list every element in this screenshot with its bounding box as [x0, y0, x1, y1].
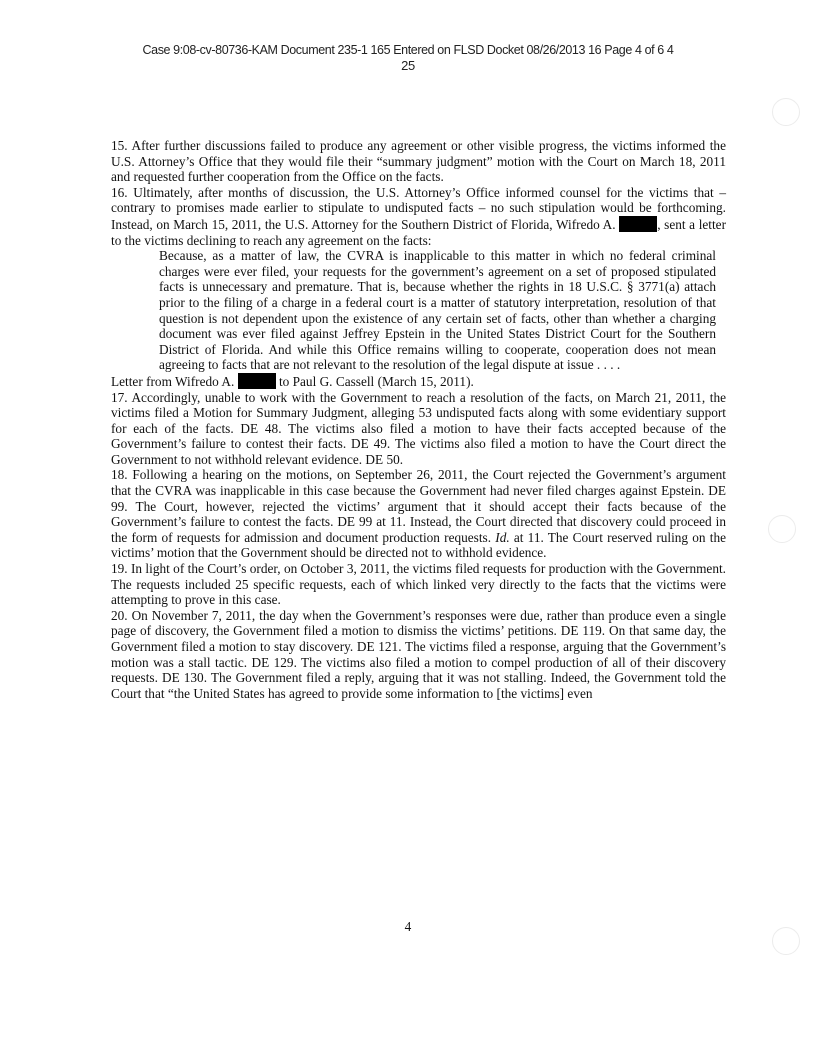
- redaction-box: [238, 373, 276, 389]
- paragraph-16-text-a: 16. Ultimately, after months of discussion, the U.S. Attorney’s Office informed counsel for the victims that – contrary to promises made earlier to stipulate to undisputed facts – no such stipulation would be forthcoming. Instead, on March 15, 2011, the U.S. Attorney for the Southern District of Florida, Wifredo A.: [111, 184, 726, 232]
- paragraph-15: 15. After further discussions failed to produce any agreement or other visible progress, the victims informed the U.S. Attorney’s Office that they would file their “summary judgment” motion with the Court on March 18, 2011 and requested further cooperation from the Office on the facts.: [111, 138, 726, 185]
- paragraph-20: 20. On November 7, 2011, the day when the Government’s responses were due, rather than produce even a single page of discovery, the Government filed a motion to dismiss the victims’ petitions. DE 119. On that same day, the Government filed a motion to stay discovery. DE 121. The victims filed a response, arguing that the Government’s motion was a stall tactic. DE 129. The victims also filed a motion to compel production of all of their discovery requests. DE 130. The Government filed a reply, arguing that it was not stalling. Indeed, the Government told the Court that “the United States has agreed to provide some information to [the victims] even: [111, 607, 726, 701]
- citation-text-b: to Paul G. Cassell (March 15, 2011).: [278, 373, 474, 389]
- paragraph-18-text-b: at 11. The Court reserved ruling on the victims’ motion that the Government should be directed not to withhold evidence.: [111, 529, 727, 561]
- paragraph-17: 17. Accordingly, unable to work with the Government to reach a resolution of the facts, on March 21, 2011, the victims filed a Motion for Summary Judgment, alleging 53 undisputed facts along with some evidentiary support for each of the facts. DE 48. The victims also filed a motion to have their facts accepted because of the Government’s failure to contest their facts. DE 49. The victims also filed a motion to have the Court direct the Government to not withhold relevant evidence. DE 50.: [111, 389, 726, 467]
- paragraph-18: [111, 467, 726, 561]
- citation: [111, 373, 726, 390]
- document-header: [0, 42, 816, 74]
- paragraph-16-text-b: , sent a letter to the victims declining to reach any agreement on the facts:: [111, 216, 727, 248]
- paragraph-16: [111, 185, 726, 248]
- page-number: 4: [404, 919, 412, 934]
- punch-hole-mark: [772, 98, 800, 126]
- case-caption: Case 9:08-cv-80736-KAM Document 235-1 165 Entered on FLSD Docket 08/26/2013 16 Page 4 of 6 4: [142, 43, 674, 57]
- redaction-box: [619, 216, 657, 232]
- punch-hole-mark: [772, 927, 800, 955]
- punch-hole-mark: [768, 515, 796, 543]
- document-body: [111, 138, 726, 701]
- paragraph-19: 19. In light of the Court’s order, on October 3, 2011, the victims filed requests for production with the Government. The requests included 25 specific requests, each of which linked very directly to the facts that the victims were attempting to prove in this case.: [111, 561, 726, 608]
- paragraph-18-text-a: 18. Following a hearing on the motions, on September 26, 2011, the Court rejected the Government’s argument that the CVRA was inapplicable in this case because the Government had never filed charges against Epstein. DE 99. The Court, however, rejected the victims’ argument that it should accept their facts because of the Government’s failure to contest the facts. DE 99 at 11. Instead, the Court directed that discovery could proceed in the form of requests for admission and document production requests.: [111, 467, 726, 545]
- block-quote: Because, as a matter of law, the CVRA is inapplicable to this matter in which no federal criminal charges were ever filed, your requests for the government’s agreement on a set of proposed stipulated facts is unnecessary and premature. That is, because whether the rights in 18 U.S.C. § 3771(a) attach prior to the filing of a charge in a federal court is a matter of statutory interpretation, resolution of that question is not dependent upon the existence of any certain set of facts, other than whether a charging document was ever filed against Jeffrey Epstein in the United States District Court for the Southern District of Florida. And while this Office remains willing to cooperate, cooperation does not mean agreeing to facts that are not relevant to the resolution of the legal dispute at issue . . . .: [159, 248, 716, 373]
- overlay-page-number: 25: [401, 58, 415, 73]
- id-citation: Id.: [495, 529, 510, 545]
- citation-text-a: Letter from Wifredo A.: [111, 373, 235, 389]
